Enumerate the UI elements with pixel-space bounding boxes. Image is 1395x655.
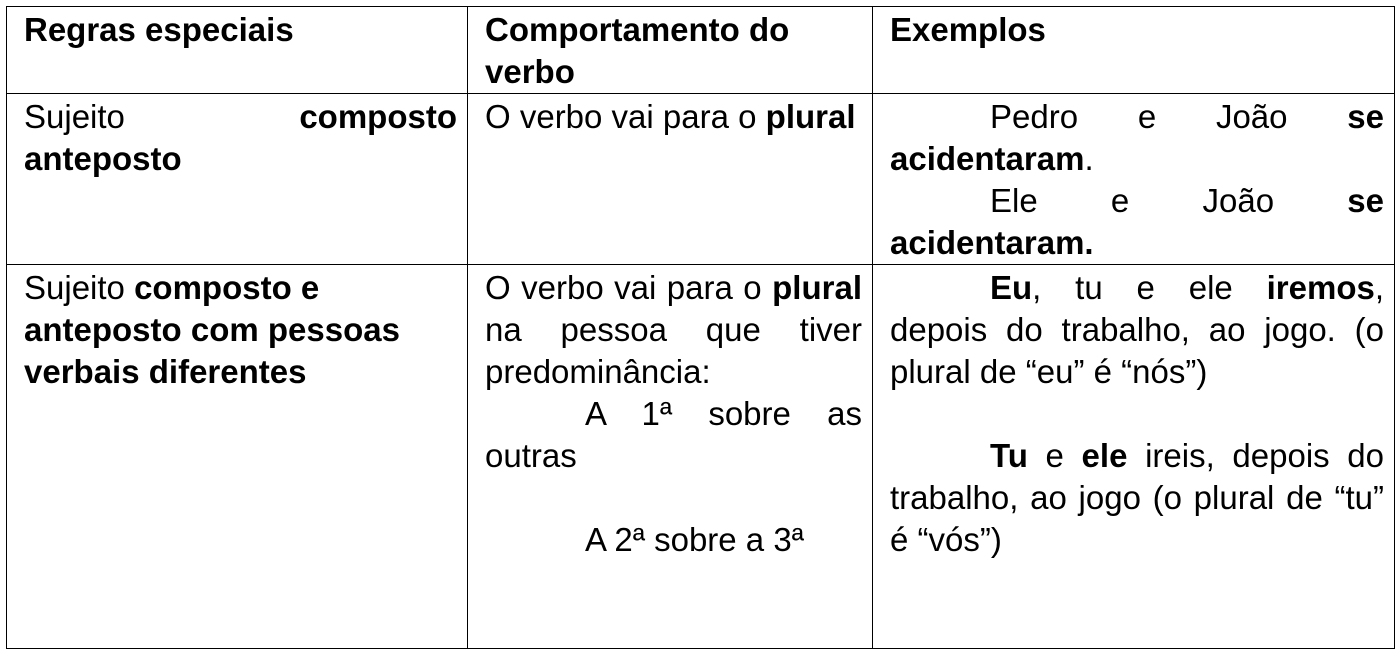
behavior-text [485, 267, 862, 393]
behavior-text-bold: plural [765, 98, 856, 135]
rule-text [24, 96, 457, 180]
example-text-bold: iremos [1266, 269, 1375, 306]
header-rules: Regras especiais [7, 7, 468, 94]
header-examples: Exemplos [873, 7, 1395, 94]
example-text-bold: acidentaram [890, 140, 1085, 177]
spacer [890, 393, 1384, 435]
example-text-part: Ele e João [990, 182, 1275, 219]
behavior-cell [468, 94, 873, 265]
behavior-text: A 1ª sobre as outras [485, 395, 862, 474]
example-text-bold: acidentaram. [890, 224, 1094, 261]
example-text-bold: ele [1081, 437, 1128, 474]
example-text [890, 180, 1384, 264]
example-text-bold: Eu [990, 269, 1033, 306]
rule-text-part: Sujeito [24, 269, 125, 306]
example-text-part: e [1045, 437, 1064, 474]
behavior-text-part: O verbo vai para o [485, 269, 762, 306]
example-text [890, 96, 1384, 180]
example-text-part: , tu e ele [1032, 269, 1233, 306]
example-text-bold: Tu [990, 437, 1028, 474]
rule-text-part: Sujeito [24, 98, 125, 135]
table-row [7, 265, 1395, 649]
behavior-cell [468, 265, 873, 649]
rule-text [24, 267, 457, 393]
behavior-text [485, 96, 862, 138]
example-text-part: ireis, depois do trabalho, ao jogo (o plural de “tu” é “vós”) [890, 437, 1385, 558]
rule-text-bold: anteposto [24, 140, 182, 177]
rule-text-bold: composto [299, 98, 457, 135]
example-text-part: . [1084, 140, 1094, 177]
rule-cell [7, 94, 468, 265]
example-text-bold: se [1347, 182, 1385, 219]
example-text [890, 267, 1384, 393]
behavior-text-part: na pessoa que tiver predominância: [485, 311, 862, 390]
examples-cell [873, 94, 1395, 265]
behavior-text: A 2ª sobre a 3ª [585, 521, 804, 558]
rule-text-bold: composto e anteposto com pessoas verbais diferentes [24, 269, 400, 390]
spacer [485, 477, 862, 519]
rules-table [6, 6, 1395, 649]
example-text-bold: se [1347, 98, 1385, 135]
rule-cell [7, 265, 468, 649]
example-text [890, 435, 1384, 561]
example-text-part: Pedro e João [990, 98, 1288, 135]
behavior-text-part: O verbo vai para o [485, 98, 757, 135]
examples-cell [873, 265, 1395, 649]
table-row [7, 94, 1395, 265]
header-row [7, 7, 1395, 94]
behavior-text-bold: plural [772, 269, 862, 306]
example-text-part: , depois do trabalho, ao jogo. (o plural de “eu” é “nós”) [890, 269, 1384, 390]
header-behavior: Comportamento do verbo [468, 7, 873, 94]
